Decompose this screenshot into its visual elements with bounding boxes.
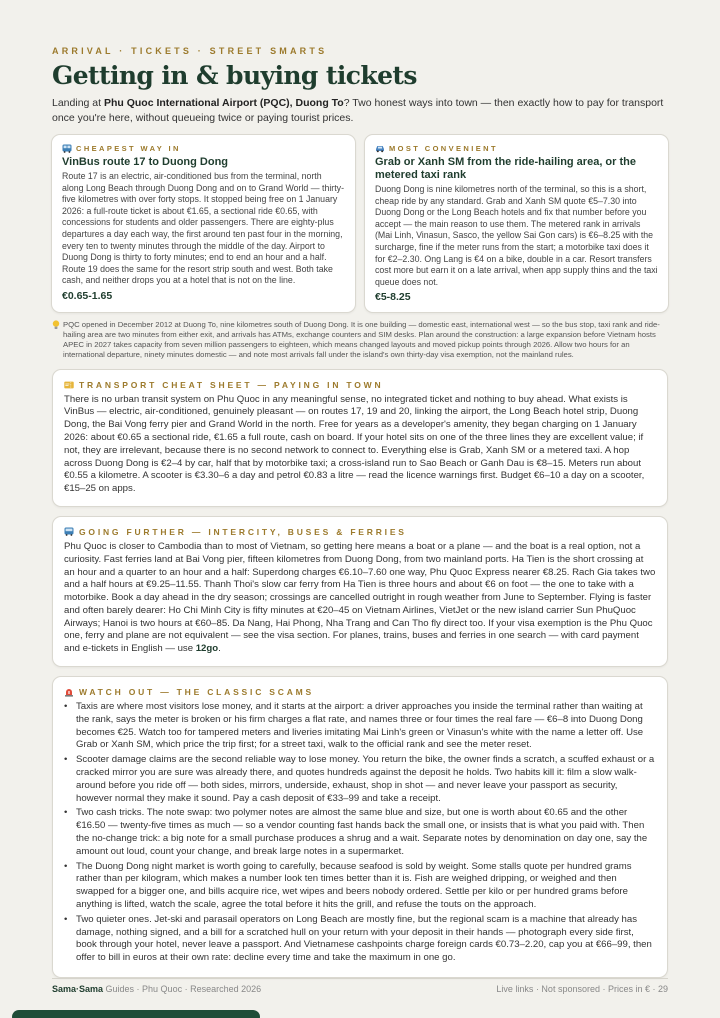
section-heading	[64, 380, 656, 390]
intro-after: ? Two honest ways into town — then exactly how to pay for transport once you're here, without queueing twice or paying tourist prices.	[52, 97, 664, 124]
bottom-bar	[12, 1010, 260, 1018]
option-card-cheapest	[51, 134, 356, 313]
going-further-body	[64, 541, 656, 656]
option-price: €0.65-1.65	[62, 289, 113, 302]
option-label	[375, 144, 658, 153]
brand-name: Sama·Sama	[52, 984, 104, 994]
section-heading-text: TRANSPORT CHEAT SHEET — PAYING IN TOWN	[79, 379, 384, 390]
going-further-end: .	[218, 643, 221, 655]
lightbulb-icon	[52, 320, 60, 359]
footer-left	[52, 984, 261, 994]
page-footer	[52, 978, 668, 994]
airport-note	[52, 320, 668, 359]
cheat-sheet-section	[52, 369, 668, 507]
arrival-options	[51, 134, 669, 313]
section-kicker: ARRIVAL · TICKETS · STREET SMARTS	[52, 46, 328, 56]
going-further-text: Phu Quoc is closer to Cambodia than to most of Vietnam, so getting here means a boat or a plane — and the boat is a real option, not a curiosity. Fast ferries land at Bai Vong pier, fifteen kilometres from Duong Dong, from two mainland ports. Ha Tien is the short crossing at an hour and a quarter to an hour and a half: Superdong charges €6.10–7.60 one way, Phu Quoc Express nearer €8.25. Rach Gia takes two and a half hours at €9.25–11.55. Thanh Thoi's slow car ferry from Ha Tien is three hours and about €6 on foot — the one to take with a motorbike. Book a day ahead in the dry season; crossings are cancelled outright in rough weather from June to September. Flying is faster and often barely dearer: Ho Chi Minh City is fifty minutes at €20–45 on Vietnam Airlines, VietJet or the new island carrier Sun PhuQuoc Airways; Hanoi is two hours at €60–85. Da Nang, Hai Phong, Nha Trang and Can Tho fly direct too. If your visa exemption is the Phu Quoc one, ferry and plane are not equivalent — see the visa section. For planes, trains, buses and ferries in one search — with card payment and e-tickets in English — use	[64, 540, 656, 655]
option-body: Route 17 is an electric, air-conditioned bus from the terminal, north along Long Beach through Duong Dong and on to Grand World — thirty-five kilometres with over forty stops. It stopped being free on 1 January 2026: a full-route ticket is about €1.65, a sectional ride €0.65, with concessions for students and older passengers. There are eighty-plus departures a day each way, the first around ten past four in the morning, every ten to twenty minutes through the middle of the day. Airport to Duong Dong is thirty to forty minutes; end to end an hour and a half. Route 19 does the same for the resort strip south and west. Both take cash, and neither drops you at a hotel that is not on the line.	[62, 171, 345, 286]
page-title: Getting in & buying tickets	[52, 61, 417, 90]
cheat-sheet-body: There is no urban transit system on Phu Quoc in any meaningful sense, no integrated ticket and nothing to buy ahead. What exists is VinBus — electric, air-conditioned, genuinely pleasant — on routes 17, 19 and 20, linking the airport, the Long Beach hotel strip, Duong Dong, the Bai Vong ferry pier and Grand World in the north. Free for years as a developer's amenity, they began charging on 1 January 2026: about €0.65 a sectional ride, €1.65 a full route, cash on board. If your hotel sits on one of the three lines they are excellent value; if not, they are irrelevant, because there is no second network to connect to. Everything else is Grab, Xanh SM or a metered taxi. A hop across Duong Dong is €2–4 by car, half that by motorbike taxi; a cross-island run to Sao Beach or Ganh Dau is €8–15. Meters run about €0.55 a kilometre. A scooter is €3.30–6 a day and petrol €0.83 a litre — read the licence warnings first. Budget €6–10 a day on a scooter, €15–25 on apps.	[64, 393, 645, 495]
car-icon	[375, 144, 385, 153]
option-price: €5-8.25	[375, 291, 411, 304]
airport-note-text: PQC opened in December 2012 at Duong To, nine kilometres south of Duong Dong. It is one building — domestic east, international west — so the bus stop, taxi rank and ride-hailing area are two minutes from either exit, and arrivals has ATMs, exchange counters and SIM desks. Plan around the construction: a large expansion before Vietnam hosts APEC in 2027 takes capacity from seven million passengers to eighteen, which means changed layouts and moved pickup points through 2026. Allow two hours for an international departure, ninety minutes domestic — and note most arrivals fall under the island's own thirty-day visa exemption, not the mainland rules.	[63, 320, 660, 359]
list-item: • The Duong Dong night market is worth going to carefully, because seafood is sold by weight. Some stalls quote per hundred grams rather than per kilogram, which makes a number look ten times better than it is. Fish are weighed dripping, or weighed and then swapped for a bigger one, and bills acquire rice, wet wipes and beers nobody ordered. Settle per kilo or per hundred grams before anything is lifted, watch the scale, agree the total before it hits the grill, and refuse the touts on the approach.	[64, 861, 656, 912]
section-heading-text: WATCH OUT — THE CLASSIC SCAMS	[79, 687, 314, 698]
bus-icon	[64, 527, 74, 536]
footer-right: Live links · Not sponsored · Prices in € · 29	[496, 984, 668, 994]
option-label-text: MOST CONVENIENT	[389, 144, 498, 153]
option-card-convenient	[364, 134, 669, 313]
scams-list	[64, 701, 656, 965]
bus-icon	[62, 144, 72, 153]
list-item: • Scooter damage claims are the second reliable way to lose money. You return the bike, the owner finds a scratch, a scuffed exhaust or a cracked mirror you are sure was already there, and quotes hundreds against the deposit he holds. Two habits kill it: film a slow walk-around before you ride off — both sides, mirrors, underside, exhaust, shop in shot — and never leave your passport as security, however normal they make it sound. Pay a cash deposit of €33–99 and take a receipt.	[64, 754, 656, 805]
footer-left-text: Guides · Phu Quoc · Researched 2026	[103, 984, 262, 994]
12go-link[interactable]: 12go	[195, 643, 219, 655]
intro-text	[52, 96, 668, 126]
section-heading-text: GOING FURTHER — INTERCITY, BUSES & FERRIES	[79, 526, 407, 537]
ticket-icon	[64, 380, 74, 389]
scams-section	[52, 676, 668, 978]
option-label-text: CHEAPEST WAY IN	[76, 144, 181, 153]
section-heading	[64, 527, 656, 537]
option-label	[62, 144, 345, 153]
intro-airport: Phu Quoc International Airport (PQC), Duong To	[103, 97, 344, 109]
siren-icon	[64, 688, 74, 697]
section-heading	[64, 687, 656, 697]
intro-before: Landing at	[52, 97, 104, 109]
list-item: • Two quieter ones. Jet-ski and parasail operators on Long Beach are mostly fine, but the regional scam is a machine that already has damage, nothing signed, and a bill for a scratched hull on your return with your deposit in their hands — photograph every side first, book through your hotel, never leave a passport. And Vietnamese cashpoints charge foreign cards €0.73–2.20, cap you at €66–99, then offer to bill in euros at their own rate: decline every time and take the maximum in one go.	[64, 914, 656, 965]
option-title: VinBus route 17 to Duong Dong	[62, 156, 229, 168]
option-title: Grab or Xanh SM from the ride-hailing area, or the metered taxi rank	[375, 156, 636, 181]
option-body: Duong Dong is nine kilometres north of the terminal, so this is a short, cheap ride by any standard. Grab and Xanh SM quote €5–7.30 into Duong Dong or the Long Beach hotels and fix that number before you accept — the main reason to use them. The metered rank in arrivals (Mai Linh, Vinasun, Sasco, the yellow Sai Gon cars) is €6–8.25 with the surcharge, fine if the meter runs from the start; a motorbike taxi does it for €2–2.30. Ong Lang is €4 on a bike, double in a car. Resort transfers cost more but earn it on a late arrival, when app supply thins and the taxi queue does not.	[375, 184, 658, 287]
list-item: • Taxis are where most visitors lose money, and it starts at the airport: a driver approaches you inside the terminal rather than waiting at the rank, says the meter is broken or his firm charges a flat rate, and names three or four times the real fare — €6–8 into Duong Dong becomes €25. Watch too for tampered meters and liveries imitating Mai Linh's green or Vinasun's white with the name a letter off. Use Grab or Xanh SM, which price the trip first; for a street taxi, walk to the official rank and see the meter reset.	[64, 701, 656, 752]
list-item: • Two cash tricks. The note swap: two polymer notes are almost the same blue and size, but one is worth about €0.65 and the other €16.50 — twenty-five times as much — so a vendor counting fast hands back the small one, or insists that is what you paid with. Then the no-change trick: a big note for a small purchase produces a shrug and a wait. Separate notes by denomination on day one, say the amount out loud, count your change, and break large notes in a supermarket.	[64, 807, 656, 858]
going-further-section	[52, 516, 668, 667]
